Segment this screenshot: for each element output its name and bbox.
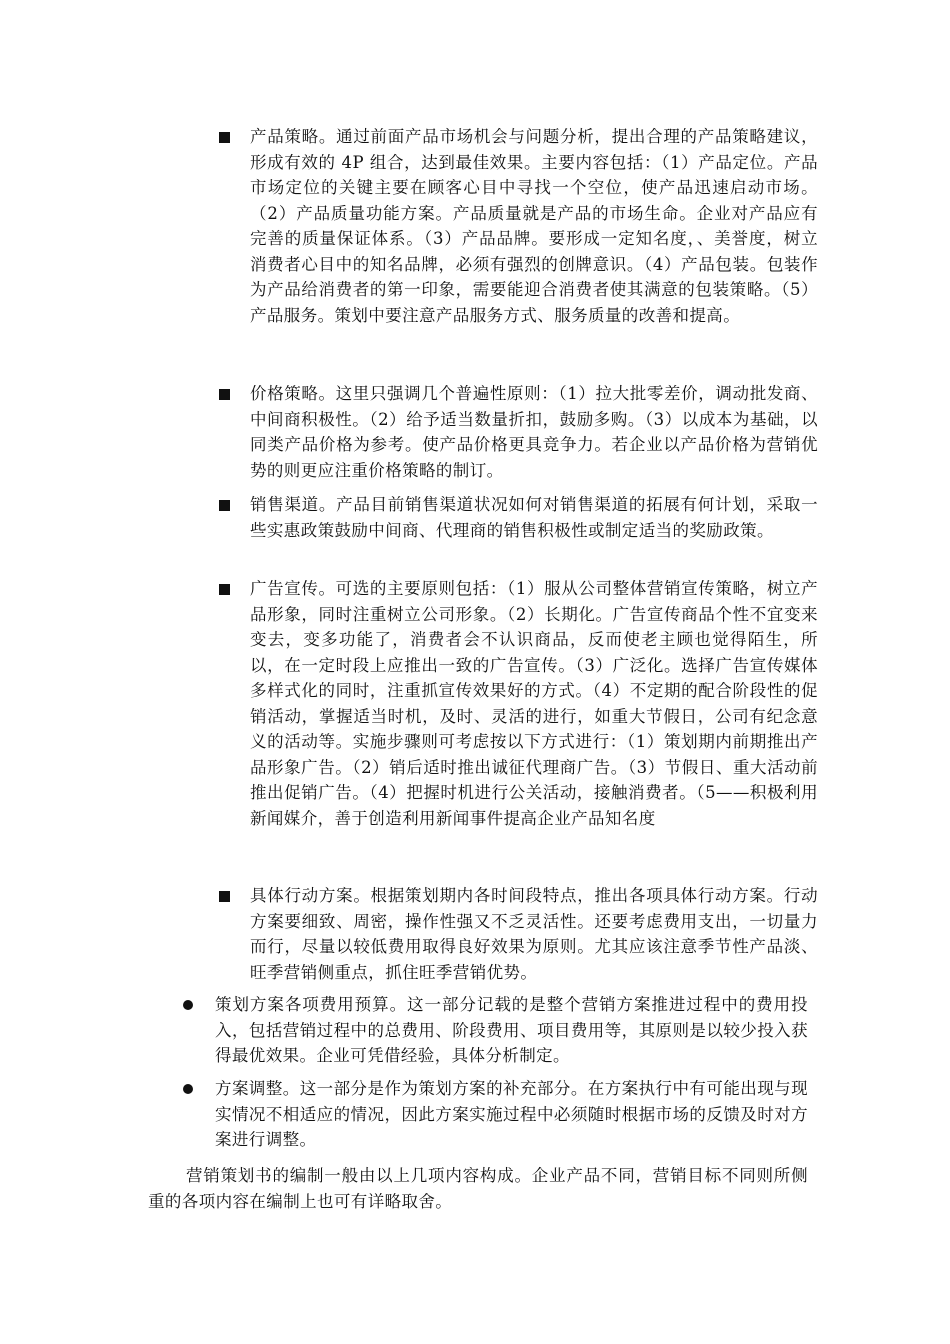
square-bullet-icon [219,132,230,143]
round-bullet-icon [183,1000,193,1010]
list-item-advertising: 广告宣传。可选的主要原则包括：（1）服从公司整体营销宣传策略，树立产品形象，同时注重树立公司形象。（2）长期化。广告宣传商品个性不宜变来变去，变多功能了，消费者会不认识商品，反而使老主顾也觉得陌生，所以，在一定时段上应推出一致的广告宣传。（3）广泛化。选择广告宣传媒体多样式化的同时，注重抓宣传效果好的方式。（4）不定期的配合阶段性的促销活动，掌握适当时机，及时、灵活的进行，如重大节假日，公司有纪念意义的活动等。实施步骤则可考虑按以下方式进行：（1）策划期内前期推出产品形象广告。（2）销后适时推出诚征代理商广告。（3）节假日、重大活动前推出促销广告。（4）把握时机进行公关活动，接触消费者。（5——积极利用新闻媒介，善于创造利用新闻事件提高企业产品知名度 [250,579,818,828]
list-item-sales-channel: 销售渠道。产品目前销售渠道状况如何对销售渠道的拓展有何计划，采取一些实惠政策鼓励中间商、代理商的销售积极性或制定适当的奖励政策。 [250,495,818,540]
square-bullet-icon [219,389,230,400]
square-bullet-icon [219,584,230,595]
round-bullet-icon [183,1084,193,1094]
square-bullet-icon [219,891,230,902]
list-item-plan-adjustment: 方案调整。这一部分是作为策划方案的补充部分。在方案执行中有可能出现与现实情况不相适应的情况，因此方案实施过程中必须随时根据市场的反馈及时对方案进行调整。 [215,1079,808,1149]
list-item-action-plan: 具体行动方案。根据策划期内各时间段特点，推出各项具体行动方案。行动方案要细致、周密，操作性强又不乏灵活性。还要考虑费用支出，一切量力而行，尽量以较低费用取得良好效果为原则。尤其应该注意季节性产品淡、旺季营销侧重点，抓住旺季营销优势。 [250,886,818,982]
list-item-product-strategy: 产品策略。通过前面产品市场机会与问题分析，提出合理的产品策略建议，形成有效的 4P 组合，达到最佳效果。主要内容包括：（1）产品定位。产品市场定位的关键主要在顾客心目中寻找一个空位，使产品迅速启动市场。（2）产品质量功能方案。产品质量就是产品的市场生命。企业对产品应有完善的质量保证体系。（3）产品品牌。要形成一定知名度，、美誉度，树立消费者心目中的知名品牌，必须有强烈的创牌意识。（4）产品包装。包装作为产品给消费者的第一印象，需要能迎合消费者使其满意的包装策略。（5）产品服务。策划中要注意产品服务方式、服务质量的改善和提高。 [250,127,818,325]
square-bullet-icon [219,500,230,511]
list-item-budget: 策划方案各项费用预算。这一部分记载的是整个营销方案推进过程中的费用投入，包括营销过程中的总费用、阶段费用、项目费用等，其原则是以较少投入获得最优效果。企业可凭借经验，具体分析制定。 [215,995,808,1065]
closing-paragraph: 营销策划书的编制一般由以上几项内容构成。企业产品不同，营销目标不同则所侧重的各项内容在编制上也可有详略取舍。 [148,1166,808,1211]
list-item-price-strategy: 价格策略。这里只强调几个普遍性原则：（1）拉大批零差价，调动批发商、中间商积极性。（2）给予适当数量折扣，鼓励多购。（3）以成本为基础，以同类产品价格为参考。使产品价格更具竞争力。若企业以产品价格为营销优势的则更应注重价格策略的制订。 [250,384,818,480]
